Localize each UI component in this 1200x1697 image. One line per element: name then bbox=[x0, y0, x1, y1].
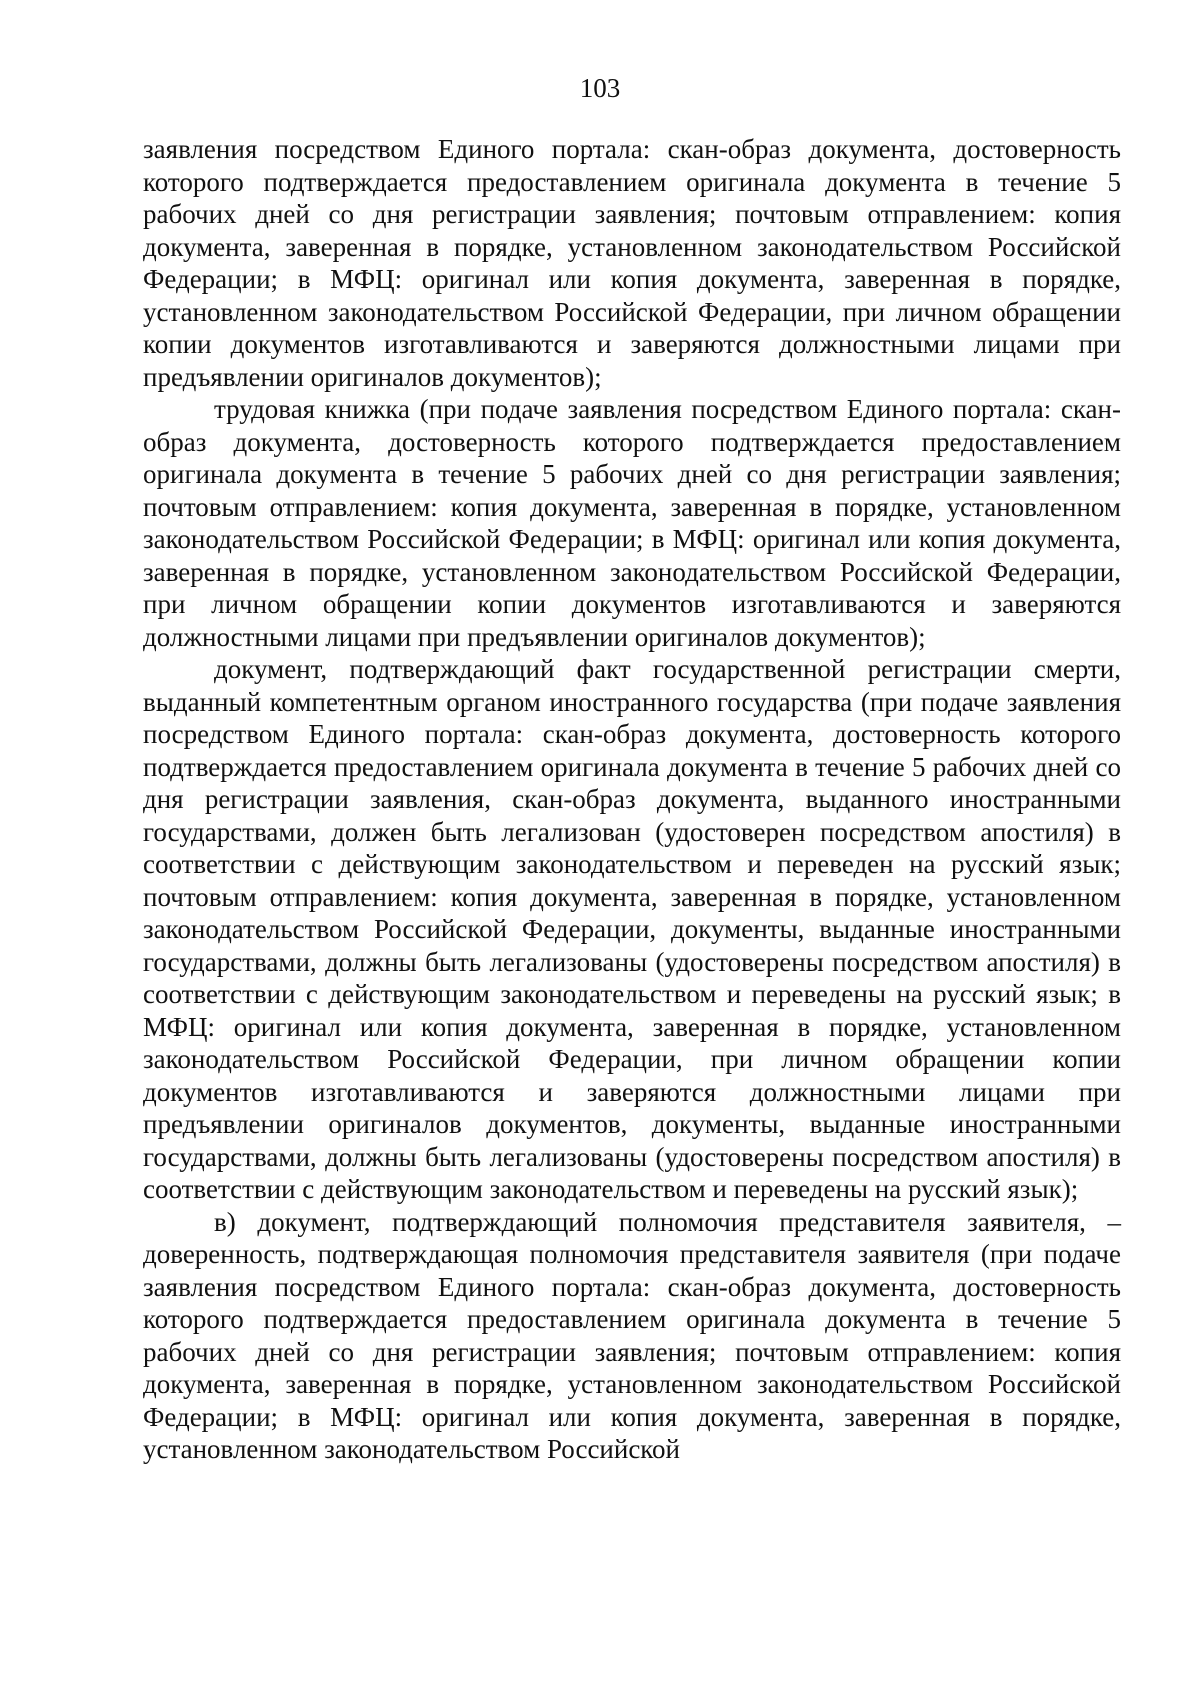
paragraph-foreign-death-certificate: документ, подтверждающий факт государственной регистрации смерти, выданный компетентным органом иностранного государства (при подаче заявления посредством Единого портала: скан-образ документа, достоверность которого подтверждается предоставлением оригинала документа в течение 5 рабочих дней со дня регистрации заявления, скан-образ документа, выданного иностранными государствами, должен быть легализован (удостоверен посредством апостиля) в соответствии с действующим законодательством и переведен на русский язык; почтовым отправлением: копия документа, заверенная в порядке, установленном законодательством Российской Федерации, документы, выданные иностранными государствами, должны быть легализованы (удостоверены посредством апостиля) в соответствии с действующим законодательством и переведены на русский язык; в МФЦ: оригинал или копия документа, заверенная в порядке, установленном законодательством Российской Федерации, при личном обращении копии документов изготавливаются и заверяются должностными лицами при предъявлении оригиналов документов, документы, выданные иностранными государствами, должны быть легализованы (удостоверены посредством апостиля) в соответствии с действующим законодательством и переведены на русский язык); bbox=[143, 654, 1121, 1204]
page-number: 103 bbox=[579, 73, 621, 103]
paragraph-continuation: заявления посредством Единого портала: скан-образ документа, достоверность которого подтверждается предоставлением оригинала документа в течение 5 рабочих дней со дня регистрации заявления; почтовым отправлением: копия документа, заверенная в порядке, установленном законодательством Российской Федерации; в МФЦ: оригинал или копия документа, заверенная в порядке, установленном законодательством Российской Федерации, при личном обращении копии документов изготавливаются и заверяются должностными лицами при предъявлении оригиналов документов); bbox=[143, 134, 1121, 392]
paragraph-employment-record: трудовая книжка (при подаче заявления посредством Единого портала: скан-образ документа, достоверность которого подтверждается предоставлением оригинала документа в течение 5 рабочих дней со дня регистрации заявления; почтовым отправлением: копия документа, заверенная в порядке, установленном законодательством Российской Федерации; в МФЦ: оригинал или копия документа, заверенная в порядке, установленном законодательством Российской Федерации, при личном обращении копии документов изготавливаются и заверяются должностными лицами при предъявлении оригиналов документов); bbox=[143, 394, 1121, 652]
document-body bbox=[143, 133, 1121, 1466]
paragraph-representative-authority: в) документ, подтверждающий полномочия представителя заявителя, – доверенность, подтверждающая полномочия представителя заявителя (при подаче заявления посредством Единого портала: скан-образ документа, достоверность которого подтверждается предоставлением оригинала документа в течение 5 рабочих дней со дня регистрации заявления; почтовым отправлением: копия документа, заверенная в порядке, установленном законодательством Российской Федерации; в МФЦ: оригинал или копия документа, заверенная в порядке, установленном законодательством Российской bbox=[143, 1206, 1121, 1464]
